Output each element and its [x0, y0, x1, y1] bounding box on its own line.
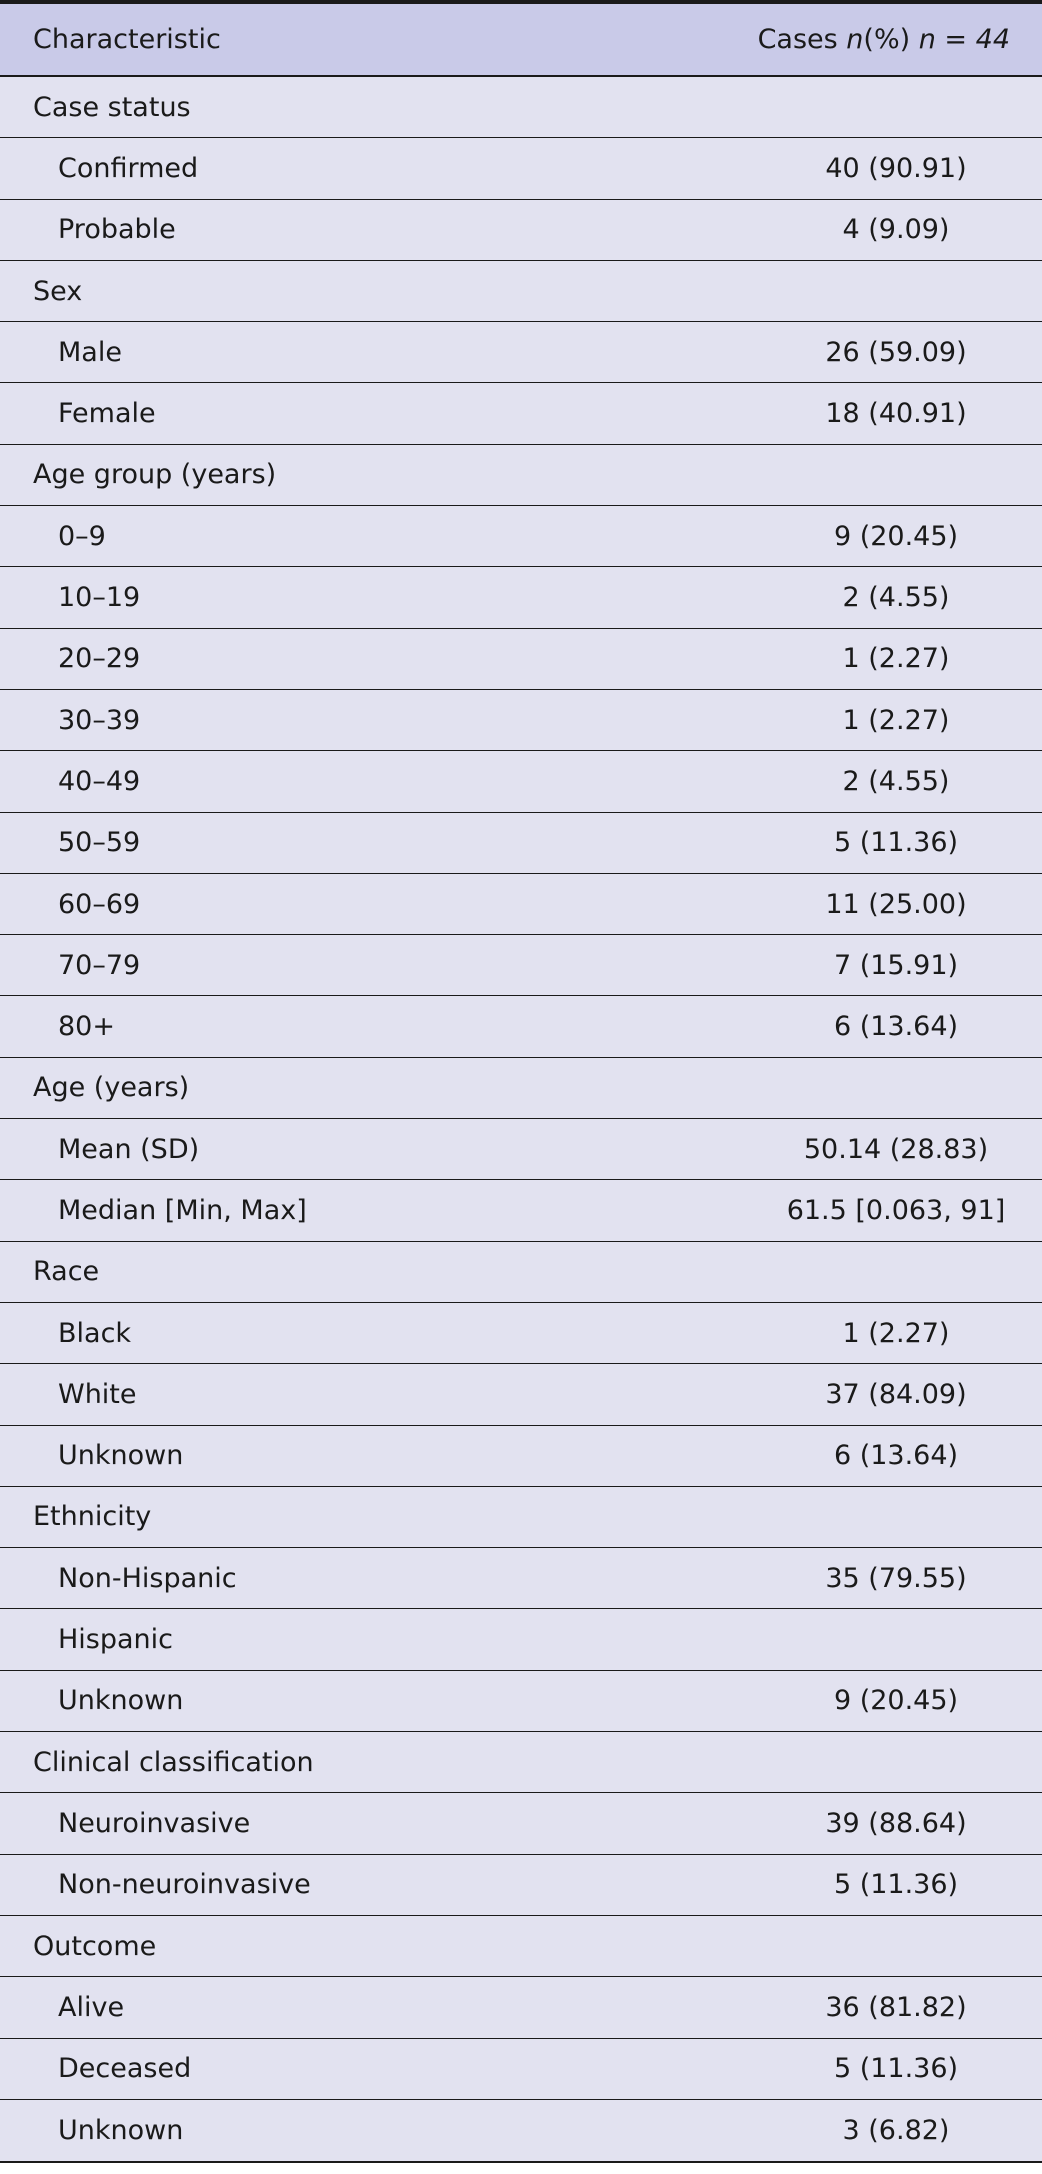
row-value: 4 (9.09) — [842, 214, 950, 246]
table-row-section — [0, 1242, 1042, 1303]
row-label: Non-Hispanic — [58, 1562, 237, 1594]
header-cases-pct: (%) — [863, 24, 919, 55]
row-label: White — [58, 1378, 137, 1410]
row-value: 61.5 [0.063, 91] — [786, 1194, 1006, 1226]
row-value: 18 (40.91) — [825, 398, 967, 430]
row-label: Median [Min, Max] — [58, 1194, 307, 1226]
table-row — [0, 1180, 1042, 1241]
row-label: 40–49 — [58, 765, 141, 797]
table-row — [0, 1977, 1042, 2038]
table-row — [0, 1855, 1042, 1916]
table-row — [0, 935, 1042, 996]
table-row — [0, 2039, 1042, 2100]
table-row-section — [0, 1487, 1042, 1548]
table-row — [0, 506, 1042, 567]
row-label: Deceased — [58, 2053, 192, 2085]
row-label: 80+ — [58, 1011, 115, 1043]
table-row-section — [0, 77, 1042, 138]
table-row — [0, 996, 1042, 1057]
table-row — [0, 1671, 1042, 1732]
row-label: Age group (years) — [33, 459, 277, 491]
table-row — [0, 138, 1042, 199]
table-row — [0, 629, 1042, 690]
row-value: 9 (20.45) — [833, 520, 959, 552]
row-label: Unknown — [58, 1440, 184, 1472]
row-value: 2 (4.55) — [842, 765, 950, 797]
header-cases-prefix: Cases — [757, 24, 847, 55]
table-row — [0, 1426, 1042, 1487]
row-value: 35 (79.55) — [825, 1562, 967, 1594]
row-label: Alive — [58, 1991, 125, 2023]
row-label: 30–39 — [58, 704, 141, 736]
row-value: 11 (25.00) — [825, 888, 967, 920]
row-value: 3 (6.82) — [842, 2114, 950, 2146]
row-value: 36 (81.82) — [825, 1991, 967, 2023]
row-value: 5 (11.36) — [833, 2053, 959, 2085]
table-row-section — [0, 1732, 1042, 1793]
row-value: 1 (2.27) — [842, 643, 950, 675]
table-row — [0, 751, 1042, 812]
table-row — [0, 567, 1042, 628]
table-row — [0, 1364, 1042, 1425]
table-row — [0, 1793, 1042, 1854]
row-label: Hispanic — [58, 1624, 174, 1656]
row-label: Outcome — [33, 1930, 157, 1962]
table-row-section — [0, 1916, 1042, 1977]
row-label: Unknown — [58, 2114, 184, 2146]
row-label: Black — [58, 1317, 132, 1349]
row-label: Age (years) — [33, 1072, 190, 1104]
row-value: 6 (13.64) — [833, 1011, 959, 1043]
row-label: Probable — [58, 214, 176, 246]
row-label: 0–9 — [58, 520, 106, 552]
row-label: Non-neuroinvasive — [58, 1869, 311, 1901]
row-label: Mean (SD) — [58, 1133, 200, 1165]
row-value: 9 (20.45) — [833, 1685, 959, 1717]
row-value: 1 (2.27) — [842, 704, 950, 736]
row-value: 2 (4.55) — [842, 582, 950, 614]
row-label: Unknown — [58, 1685, 184, 1717]
row-label: 20–29 — [58, 643, 141, 675]
row-label: Clinical classification — [33, 1746, 314, 1778]
table-row — [0, 200, 1042, 261]
row-value: 1 (2.27) — [842, 1317, 950, 1349]
row-label: Neuroinvasive — [58, 1807, 251, 1839]
row-value: 6 (13.64) — [833, 1440, 959, 1472]
table-row — [0, 2100, 1042, 2161]
row-value: 7 (15.91) — [833, 949, 959, 981]
row-label: Case status — [33, 91, 191, 123]
table-row — [0, 874, 1042, 935]
row-label: Female — [58, 398, 156, 430]
row-label: Confirmed — [58, 152, 199, 184]
row-value: 40 (90.91) — [825, 152, 967, 184]
row-label: Race — [33, 1256, 100, 1288]
row-value: 5 (11.36) — [833, 827, 959, 859]
table-row — [0, 383, 1042, 444]
table-row — [0, 1609, 1042, 1670]
header-cases-total: n = 44 — [918, 24, 1010, 55]
row-label: 10–19 — [58, 582, 141, 614]
table-row — [0, 1303, 1042, 1364]
row-label: 70–79 — [58, 949, 141, 981]
row-value: 26 (59.09) — [825, 336, 967, 368]
row-value: 50.14 (28.83) — [803, 1133, 989, 1165]
table-row — [0, 1548, 1042, 1609]
row-label: Ethnicity — [33, 1501, 152, 1533]
row-label: 60–69 — [58, 888, 141, 920]
row-value: 39 (88.64) — [825, 1807, 967, 1839]
header-cases-n: n — [846, 24, 864, 55]
row-label: Male — [58, 336, 122, 368]
header-characteristic: Characteristic — [33, 24, 221, 55]
table-header-row — [0, 4, 1042, 77]
table-row-section — [0, 1058, 1042, 1119]
row-label: Sex — [33, 275, 83, 307]
table-row — [0, 1119, 1042, 1180]
header-cases — [758, 24, 1042, 55]
row-value: 5 (11.36) — [833, 1869, 959, 1901]
row-value: 37 (84.09) — [825, 1378, 967, 1410]
table-row-section — [0, 445, 1042, 506]
table-row — [0, 690, 1042, 751]
row-label: 50–59 — [58, 827, 141, 859]
table-row-section — [0, 261, 1042, 322]
table-row — [0, 322, 1042, 383]
table-row — [0, 813, 1042, 874]
